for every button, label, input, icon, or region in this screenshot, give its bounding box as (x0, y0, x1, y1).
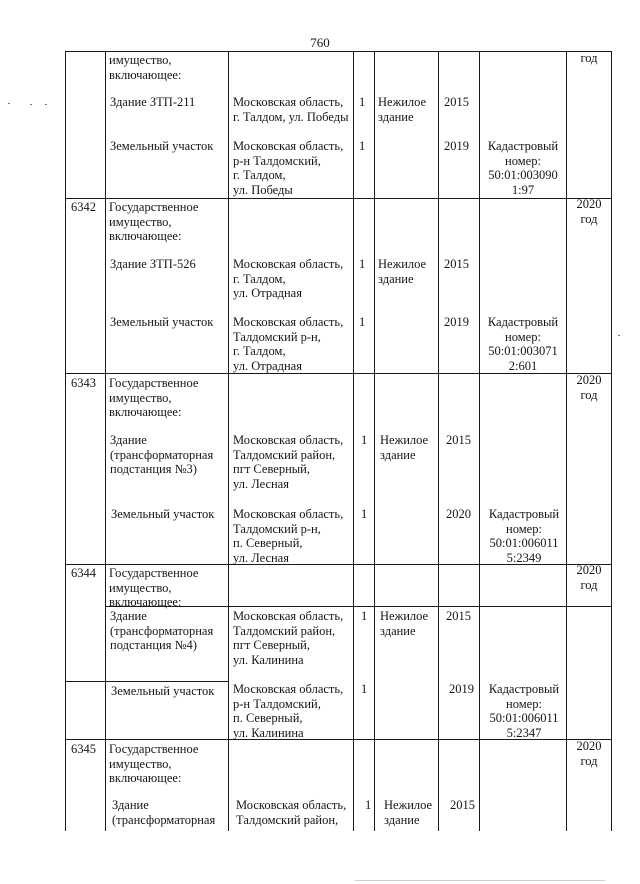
term-cell: 2020 год (576, 563, 602, 592)
item-cadastral: Кадастровый номер: 50:01:003090 1:97 (487, 139, 559, 197)
row-number: 6343 (71, 376, 96, 390)
term-cell: 2020 год (576, 739, 602, 768)
item-quantity: 1 (359, 95, 366, 109)
group-intro: имущество, включающее: (109, 53, 182, 82)
item-year: 2015 (446, 609, 471, 623)
term-cell: 2020 год (576, 197, 602, 226)
item-quantity: 1 (365, 798, 372, 812)
row-border (65, 51, 612, 52)
item-name: Здание ЗТП-526 (110, 257, 196, 271)
item-year: 2019 (444, 315, 469, 329)
item-quantity: 1 (359, 257, 366, 271)
item-name: Земельный участок (111, 684, 215, 698)
scan-speck (618, 335, 620, 336)
item-quantity: 1 (361, 682, 368, 696)
item-cadastral: Кадастровый номер: 50:01:003071 2:601 (487, 315, 559, 373)
item-type: Нежилое здание (380, 433, 429, 462)
item-quantity: 1 (359, 139, 366, 153)
item-type: Нежилое здание (384, 798, 433, 827)
item-name: Здание (трансформаторная подстанция №3) (110, 433, 214, 476)
item-year: 2020 (446, 507, 471, 521)
item-address: Московская область, Талдомский район, пгт Северный, ул. Лесная (233, 433, 344, 491)
group-intro: Государственное имущество, включающее: (109, 742, 199, 785)
column-border (438, 51, 439, 831)
term-cell: 2020 год (576, 373, 602, 402)
row-number: 6344 (71, 566, 96, 580)
group-intro: Государственное имущество, включающее: (109, 376, 199, 419)
item-cadastral: Кадастровый номер: 50:01:006011 5:2349 (488, 507, 560, 565)
item-year: 2015 (446, 433, 471, 447)
item-address: Московская область, Талдомский район, пгт Северный, ул. Калинина (233, 609, 344, 667)
group-intro: Государственное имущество, включающее: (109, 200, 199, 243)
row-border (65, 198, 612, 199)
row-border (65, 373, 612, 374)
item-address: Московская область, р-н Талдомский, п. Северный, ул. Калинина (233, 682, 344, 740)
row-number: 6345 (71, 742, 96, 756)
item-year: 2015 (450, 798, 475, 812)
item-year: 2015 (444, 95, 469, 109)
item-year: 2015 (444, 257, 469, 271)
item-quantity: 1 (361, 507, 368, 521)
item-name: Здание (трансформаторная (112, 798, 216, 827)
item-address: Московская область, г. Талдом, ул. Отрадная (233, 257, 344, 300)
item-name: Земельный участок (110, 139, 214, 153)
item-name: Здание (трансформаторная подстанция №4) (110, 609, 214, 652)
page-number: 760 (310, 35, 330, 50)
column-border (228, 51, 229, 831)
column-border (374, 51, 375, 831)
row-number: 6342 (71, 200, 96, 214)
scan-speck (30, 104, 32, 105)
column-border (65, 51, 66, 831)
column-border (105, 51, 106, 831)
item-name: Земельный участок (110, 315, 214, 329)
item-type: Нежилое здание (378, 257, 427, 286)
term-cell: год (580, 51, 598, 65)
item-quantity: 1 (361, 609, 368, 623)
item-address: Московская область, Талдомский р-н, п. Северный, ул. Лесная (233, 507, 344, 565)
item-type: Нежилое здание (380, 609, 429, 638)
item-quantity: 1 (361, 433, 368, 447)
item-address: Московская область, р-н Талдомский, г. Талдом, ул. Победы (233, 139, 344, 197)
scan-speck (355, 880, 605, 881)
column-border (353, 51, 354, 831)
item-address: Московская область, г. Талдом, ул. Победы (233, 95, 349, 124)
scan-speck (8, 103, 10, 104)
item-year: 2019 (449, 682, 474, 696)
item-address: Московская область, Талдомский район, (236, 798, 347, 827)
item-border (65, 681, 228, 682)
item-type: Нежилое здание (378, 95, 427, 124)
group-intro: Государственное имущество, включающее: (109, 566, 199, 609)
column-border (611, 51, 612, 831)
item-name: Здание ЗТП-211 (110, 95, 196, 109)
scan-speck (45, 104, 47, 105)
item-address: Московская область, Талдомский р-н, г. Талдом, ул. Отрадная (233, 315, 344, 373)
item-name: Земельный участок (111, 507, 215, 521)
item-year: 2019 (444, 139, 469, 153)
item-quantity: 1 (359, 315, 366, 329)
item-cadastral: Кадастровый номер: 50:01:006011 5:2347 (488, 682, 560, 740)
